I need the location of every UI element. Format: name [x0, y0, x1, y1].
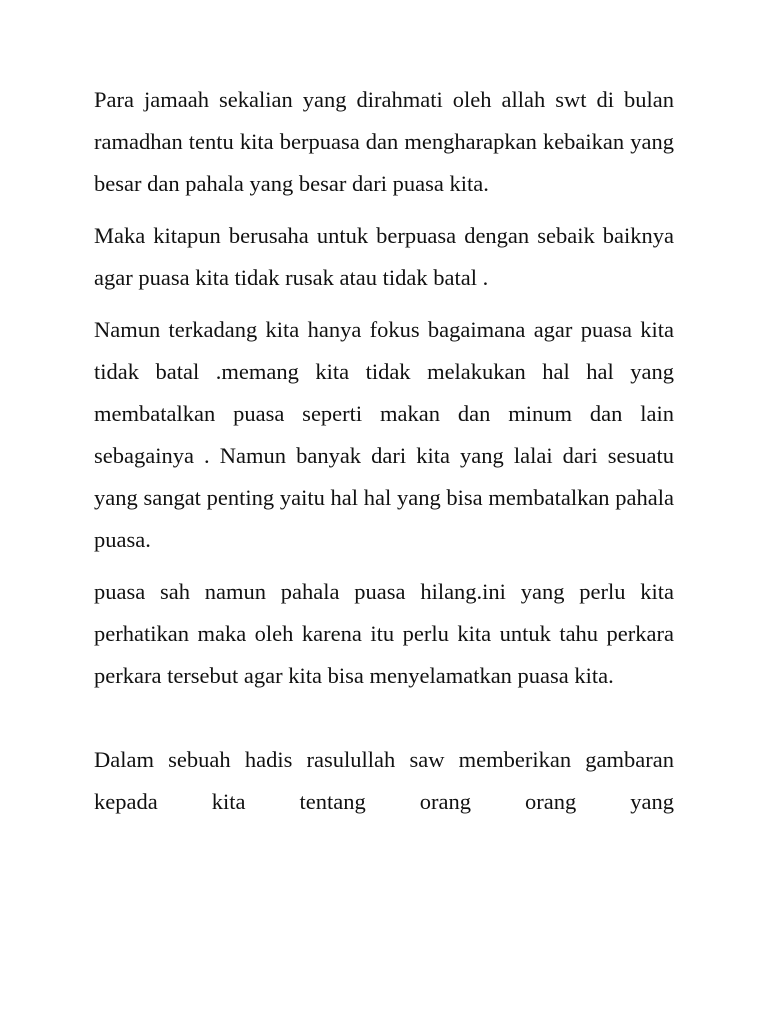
paragraph-2: Maka kitapun berusaha untuk berpuasa dengan sebaik baiknya agar puasa kita tidak rusak atau tidak batal . — [94, 223, 674, 290]
paragraph-4: puasa sah namun pahala puasa hilang.ini yang perlu kita perhatikan maka oleh karena itu perlu kita untuk tahu perkara perkara tersebut agar kita bisa menyelamatkan puasa kita. — [94, 579, 674, 688]
paragraph-1: Para jamaah sekalian yang dirahmati oleh allah swt di bulan ramadhan tentu kita berpuasa dan mengharapkan kebaikan yang besar dan pahala yang besar dari puasa kita. — [94, 87, 674, 196]
paragraph-3: Namun terkadang kita hanya fokus bagaimana agar puasa kita tidak batal .memang kita tidak melakukan hal hal yang membatalkan puasa seperti makan dan minum dan lain sebagainya . Namun banyak dari kita yang lalai dari sesuatu yang sangat penting yaitu hal hal yang bisa membatalkan pahala puasa. — [94, 317, 674, 552]
document-body — [94, 79, 674, 833]
paragraph-5: Dalam sebuah hadis rasulullah saw memberikan gambaran kepada kita tentang orang orang yang — [94, 747, 674, 814]
